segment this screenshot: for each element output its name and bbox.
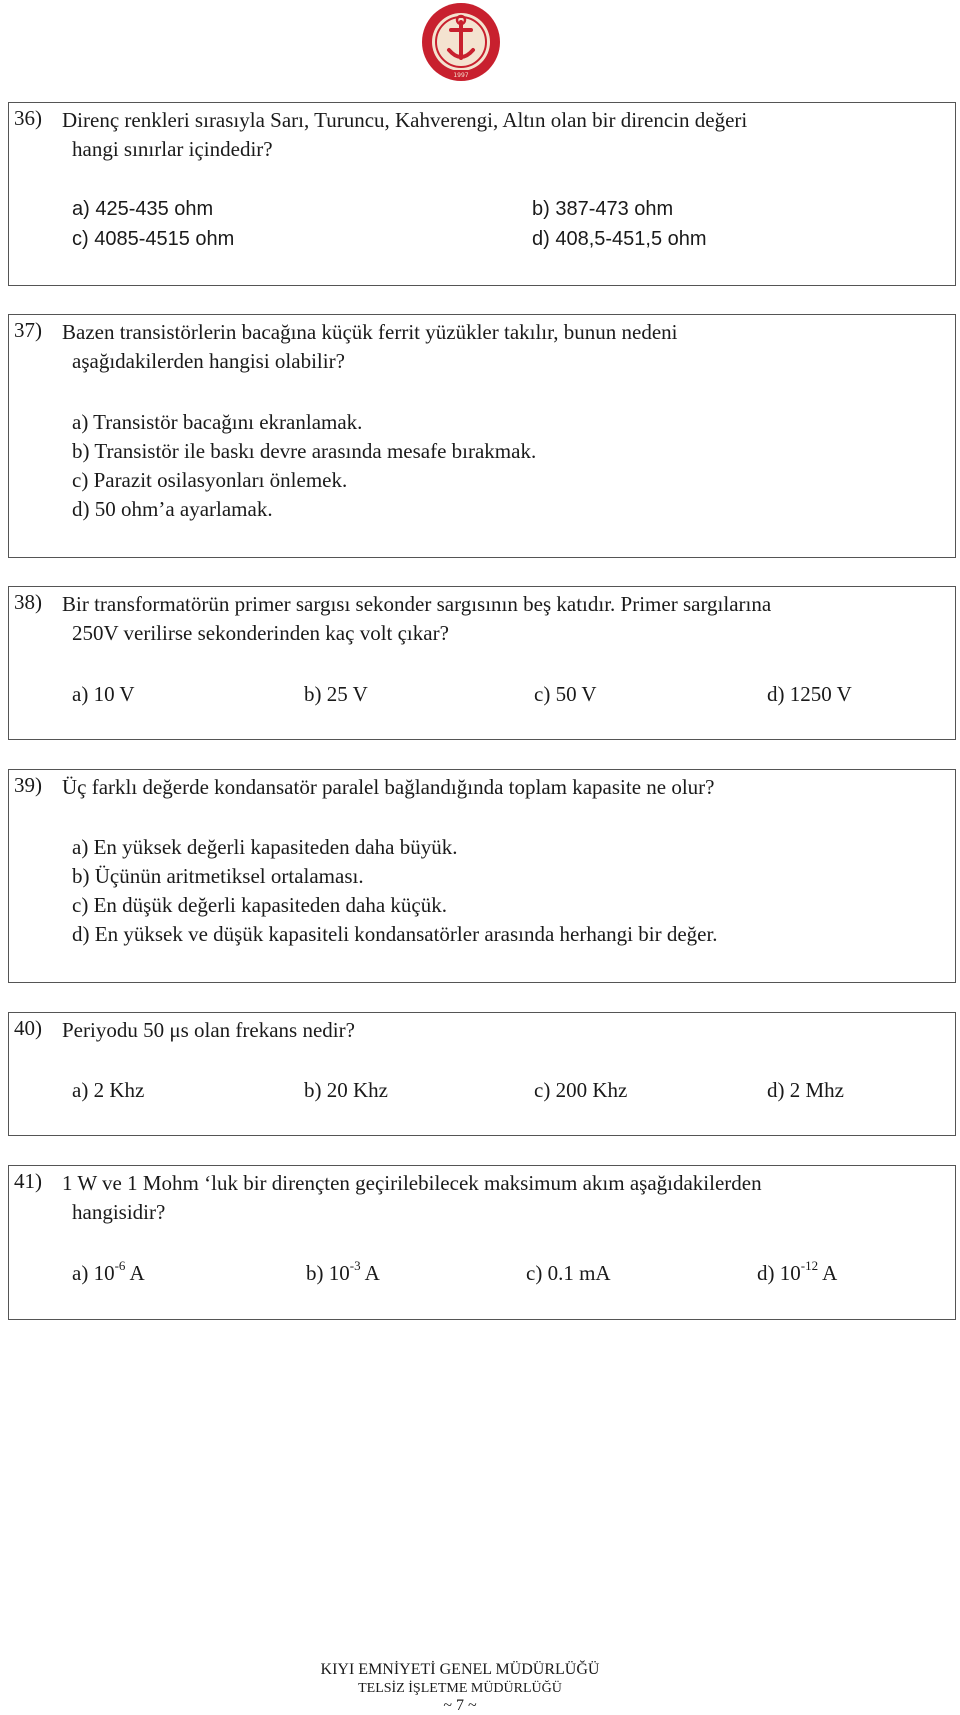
option-b[interactable]: b) Üçünün aritmetiksel ortalaması.	[72, 864, 364, 888]
option-b[interactable]: b) 387-473 ohm	[532, 198, 674, 220]
question-stem	[62, 318, 939, 376]
option-c[interactable]: c) 50 V	[534, 682, 597, 706]
option-a[interactable]: a) 10 V	[72, 682, 135, 706]
question-40	[8, 1012, 956, 1136]
question-stem	[62, 590, 939, 648]
option-c-value: c) 0.1 mA	[526, 1261, 611, 1285]
stem-line-1: Periyodu 50 μs olan frekans nedir?	[62, 1018, 355, 1042]
option-d-unit: A	[818, 1261, 838, 1285]
question-number: 40)	[14, 1016, 42, 1040]
option-d[interactable]	[757, 1259, 837, 1288]
question-stem	[62, 1169, 939, 1227]
option-b-exponent: -3	[349, 1258, 361, 1273]
option-a[interactable]: a) 425-435 ohm	[72, 198, 214, 220]
kiyi-emniyeti-logo	[419, 0, 503, 84]
option-b[interactable]: b) 20 Khz	[304, 1078, 388, 1102]
question-41	[8, 1165, 956, 1320]
option-b[interactable]: b) 25 V	[304, 682, 368, 706]
option-a[interactable]: a) Transistör bacağını ekranlamak.	[72, 410, 363, 434]
page-number: ~ 7 ~	[443, 1697, 477, 1714]
question-39	[8, 769, 956, 983]
question-36	[8, 102, 956, 286]
option-c[interactable]: c) En düşük değerli kapasiteden daha küçük.	[72, 893, 447, 917]
option-d[interactable]: d) En yüksek ve düşük kapasiteli kondansatörler arasında herhangi bir değer.	[72, 922, 718, 946]
option-a-base: a) 10	[72, 1261, 115, 1285]
question-number: 37)	[14, 318, 42, 342]
question-38	[8, 586, 956, 740]
option-d[interactable]: d) 50 ohm’a ayarlamak.	[72, 497, 273, 521]
question-stem	[62, 1016, 939, 1045]
option-b-unit: A	[360, 1261, 380, 1285]
question-37	[8, 314, 956, 558]
option-d-exponent: -12	[800, 1258, 819, 1273]
question-stem	[62, 773, 939, 802]
question-number: 38)	[14, 590, 42, 614]
option-a-unit: A	[125, 1261, 145, 1285]
stem-line-1: Bir transformatörün primer sargısı sekonder sargısının beş katıdır. Primer sargılarına	[62, 592, 772, 616]
stem-line-1: Üç farklı değerde kondansatör paralel bağlandığında toplam kapasite ne olur?	[62, 775, 715, 799]
option-b[interactable]	[306, 1259, 380, 1288]
kiyi-emniyeti-seal-icon	[419, 0, 503, 84]
option-d-base: d) 10	[757, 1261, 801, 1285]
stem-line-1: Direnç renkleri sırasıyla Sarı, Turuncu, Kahverengi, Altın olan bir direncin değeri	[62, 108, 748, 132]
stem-line-2: 250V verilirse sekonderinden kaç volt çıkar?	[72, 621, 449, 645]
question-number: 41)	[14, 1169, 42, 1193]
option-c[interactable]: c) 4085-4515 ohm	[72, 228, 235, 250]
question-number: 39)	[14, 773, 42, 797]
option-a[interactable]: a) En yüksek değerli kapasiteden daha büyük.	[72, 835, 458, 859]
question-stem	[62, 106, 939, 164]
stem-line-1: 1 W ve 1 Mohm ‘luk bir dirençten geçirilebilecek maksimum akım aşağıdakilerden	[62, 1171, 762, 1195]
stem-line-2: aşağıdakilerden hangisi olabilir?	[72, 349, 345, 373]
option-a-exponent: -6	[114, 1258, 126, 1273]
option-a[interactable]: a) 2 Khz	[72, 1078, 145, 1102]
option-d[interactable]: d) 1250 V	[767, 682, 852, 706]
option-a[interactable]	[72, 1259, 145, 1288]
footer-org: KIYI EMNİYETİ GENEL MÜDÜRLÜĞÜ	[320, 1661, 600, 1678]
logo-year: 1997	[453, 72, 469, 79]
question-number: 36)	[14, 106, 42, 130]
stem-line-2: hangisidir?	[72, 1200, 166, 1224]
option-b-base: b) 10	[306, 1261, 350, 1285]
stem-line-2: hangi sınırlar içindedir?	[72, 137, 273, 161]
option-d[interactable]: d) 2 Mhz	[767, 1078, 844, 1102]
option-c[interactable]: c) 200 Khz	[534, 1078, 628, 1102]
footer-dept: TELSİZ İŞLETME MÜDÜRLÜĞÜ	[358, 1681, 562, 1696]
option-c[interactable]	[526, 1259, 611, 1288]
option-c[interactable]: c) Parazit osilasyonları önlemek.	[72, 468, 348, 492]
option-d[interactable]: d) 408,5-451,5 ohm	[532, 228, 707, 250]
stem-line-1: Bazen transistörlerin bacağına küçük ferrit yüzükler takılır, bunun nedeni	[62, 320, 678, 344]
option-b[interactable]: b) Transistör ile baskı devre arasında mesafe bırakmak.	[72, 439, 537, 463]
